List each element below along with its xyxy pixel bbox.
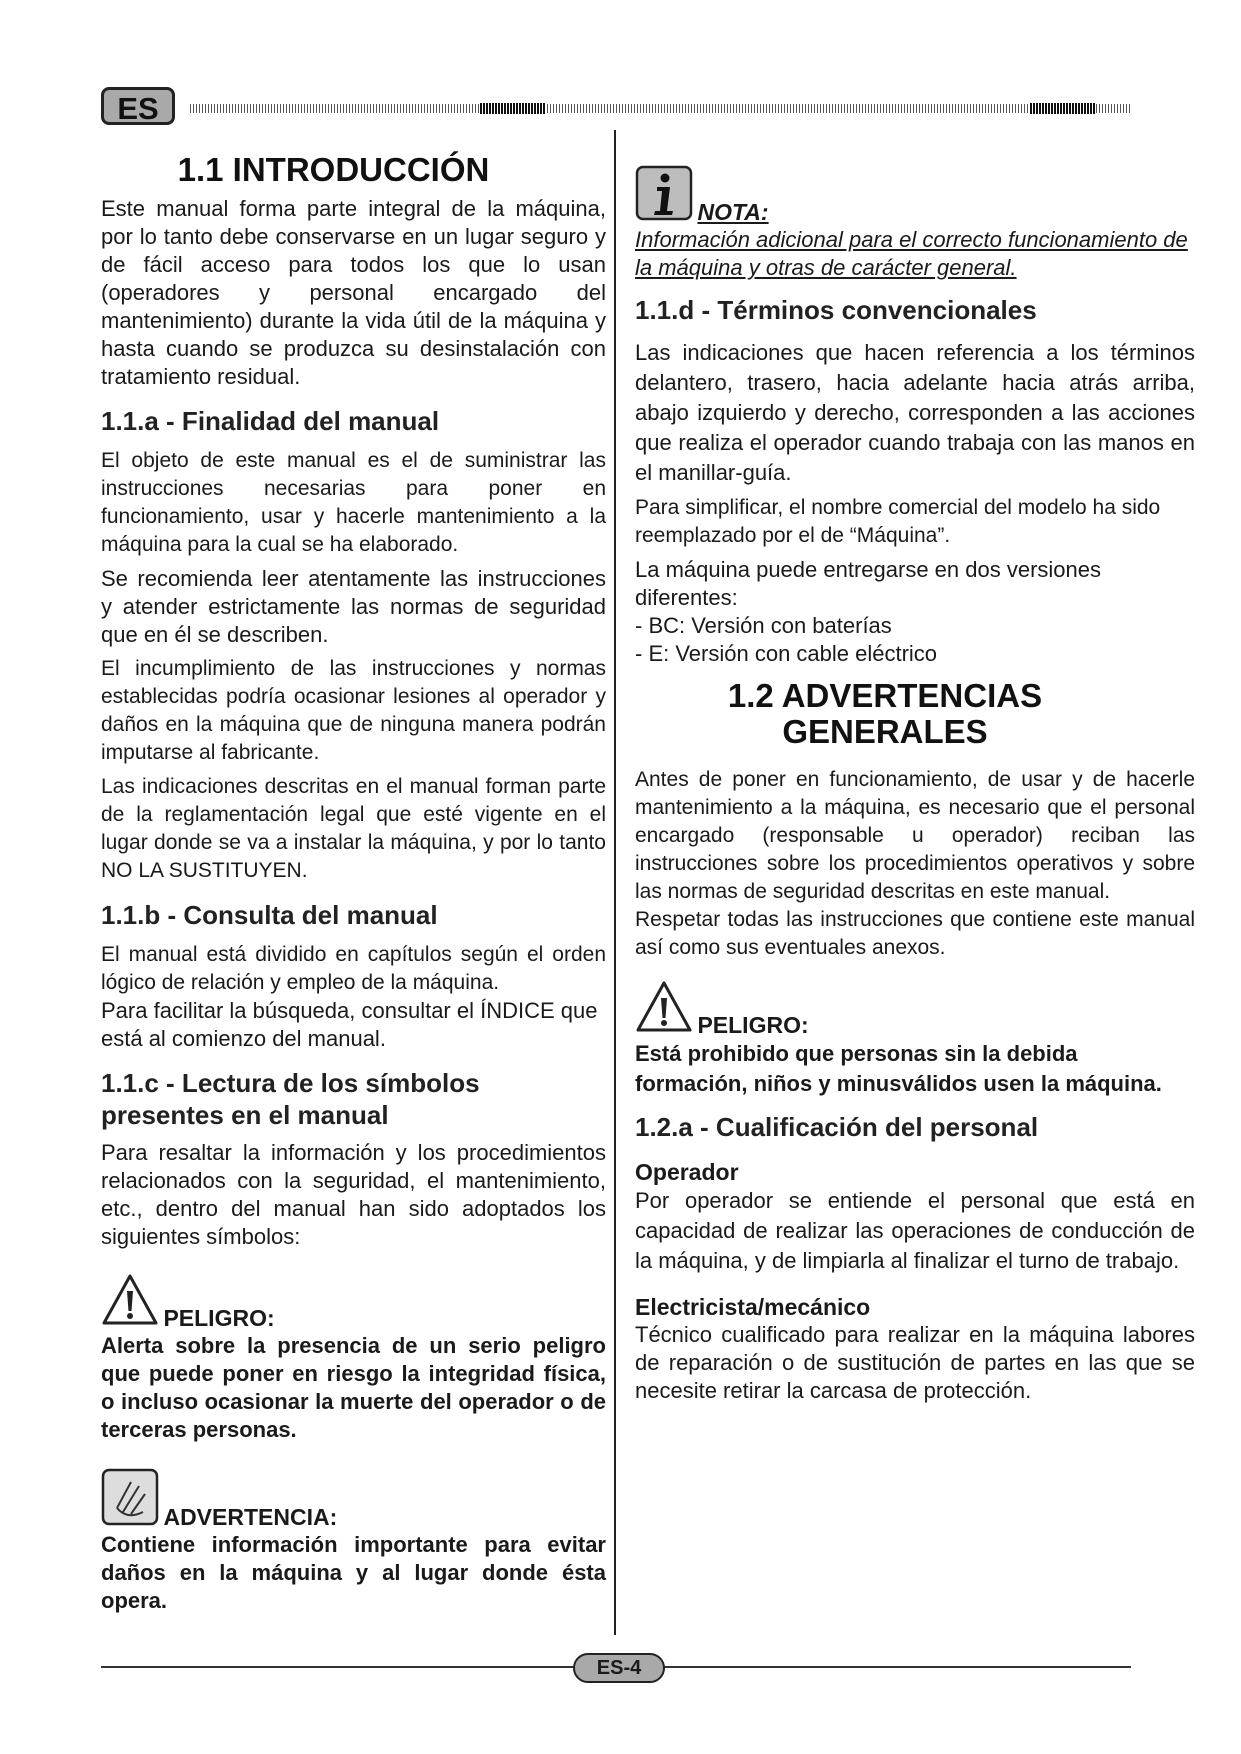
warning-triangle-icon xyxy=(101,1273,159,1332)
subheading-operador: Operador xyxy=(635,1159,739,1185)
paragraph: Antes de poner en funcionamiento, de usar y de hacerle mantenimiento a la máquina, es necesario que el personal encargado (responsable u operador) reciban las instrucciones sobre los procedimientos operativos y sobre las normas de seguridad descritas en este manual. xyxy=(635,768,1195,903)
paragraph: El objeto de este manual es el de suministrar las instrucciones necesarias para poner en funcionamiento, usar y hacerle mantenimiento a la máquina para la cual se ha elaborado. xyxy=(101,449,606,556)
column-divider xyxy=(614,130,616,1635)
paragraph: El incumplimiento de las instrucciones y normas establecidas podría ocasionar lesiones al operador y daños en la máquina que de ninguna manera podrán imputarse al fabricante. xyxy=(101,657,606,764)
warning-triangle-icon xyxy=(635,980,693,1039)
header-rule-accent xyxy=(480,103,546,114)
intro-paragraph: Este manual forma parte integral de la máquina, por lo tanto debe conservarse en un lugar seguro y de fácil acceso para todos los que lo usan (operadores y personal encargado del mantenimiento) durante la vida útil de la máquina y hasta cuando se produzca su desinstalación con tratamiento residual. xyxy=(101,196,606,389)
heading-terminos: 1.1.d - Términos convencionales xyxy=(635,295,1037,325)
note-label: NOTA: xyxy=(697,199,769,225)
language-badge: ES xyxy=(101,87,175,125)
danger-block xyxy=(635,980,1195,1099)
danger-text: Está prohibido que personas sin la debida formación, niños y minusválidos usen la máquina. xyxy=(635,1041,1162,1096)
info-icon xyxy=(635,165,693,226)
paragraph: La máquina puede entregarse en dos versiones diferentes: xyxy=(635,557,1101,610)
hand-warning-icon xyxy=(101,1468,159,1531)
paragraph: Respetar todas las instrucciones que contiene este manual así como sus eventuales anexos. xyxy=(635,908,1195,959)
warning-text: Contiene información importante para evitar daños en la máquina y al lugar donde ésta opera. xyxy=(101,1532,606,1613)
page-number-badge: ES-4 xyxy=(573,1653,665,1683)
heading-finalidad: 1.1.a - Finalidad del manual xyxy=(101,406,440,436)
paragraph: Técnico cualificado para realizar en la máquina labores de reparación o de sustitución de partes en las que se necesite retirar la carcasa de protección. xyxy=(635,1322,1195,1403)
list-item: - E: Versión con cable eléctrico xyxy=(635,641,938,666)
right-column xyxy=(635,165,1195,1405)
warning-label: ADVERTENCIA: xyxy=(163,1504,338,1530)
paragraph: Para simplificar, el nombre comercial del modelo ha sido reemplazado por el de “Máquina”. xyxy=(635,496,1161,547)
list-item: - BC: Versión con baterías xyxy=(635,613,892,638)
header-rule-accent xyxy=(1030,103,1096,114)
heading-consulta: 1.1.b - Consulta del manual xyxy=(101,900,438,930)
section-title-advertencias xyxy=(635,678,1195,750)
paragraph: El manual está dividido en capítulos según el orden lógico de relación y empleo de la máquina. xyxy=(101,943,606,994)
paragraph: Las indicaciones que hacen referencia a los términos delantero, trasero, hacia adelante hacia atrás arriba, abajo izquierdo y derecho, corresponden a las acciones que realiza el operador cuando trabaja con las manos en el manillar-guía. xyxy=(635,340,1195,485)
danger-label: PELIGRO: xyxy=(163,1305,275,1331)
section-title-line: 1.2 ADVERTENCIAS xyxy=(727,677,1043,714)
section-title-line: GENERALES xyxy=(782,713,988,750)
heading-cualificacion: 1.2.a - Cualificación del personal xyxy=(635,1112,1039,1142)
danger-text: Alerta sobre la presencia de un serio peligro que puede poner en riesgo la integridad física, o incluso ocasionar la muerte del operador o de terceras personas. xyxy=(101,1333,606,1442)
danger-block xyxy=(101,1273,606,1444)
paragraph: Para resaltar la información y los procedimientos relacionados con la seguridad, el mantenimiento, etc., dentro del manual han sido adoptados los siguientes símbolos: xyxy=(101,1140,606,1249)
note-text: Información adicional para el correcto funcionamiento de la máquina y otras de carácter general. xyxy=(635,227,1188,280)
warning-block xyxy=(101,1468,606,1615)
subheading-electricista: Electricista/mecánico xyxy=(635,1294,871,1320)
header-rule xyxy=(190,104,1130,113)
paragraph: Se recomienda leer atentamente las instrucciones y atender estrictamente las normas de seguridad que en él se describen. xyxy=(101,566,606,647)
left-column xyxy=(101,150,606,1615)
paragraph: Las indicaciones descritas en el manual forman parte de la reglamentación legal que esté vigente en el lugar donde se va a instalar la máquina, y por lo tanto NO LA SUSTITUYEN. xyxy=(101,775,606,882)
heading-simbolos: 1.1.c - Lectura de los símbolos presentes en el manual xyxy=(101,1068,480,1130)
danger-label: PELIGRO: xyxy=(697,1012,809,1038)
paragraph: Por operador se entiende el personal que está en capacidad de realizar las operaciones de conducción de la máquina, y de limpiarla al finalizar el turno de trabajo. xyxy=(635,1188,1195,1273)
paragraph: Para facilitar la búsqueda, consultar el ÍNDICE que está al comienzo del manual. xyxy=(101,998,598,1051)
section-title-introduccion: 1.1 INTRODUCCIÓN xyxy=(177,151,490,188)
note-block xyxy=(635,165,1195,282)
